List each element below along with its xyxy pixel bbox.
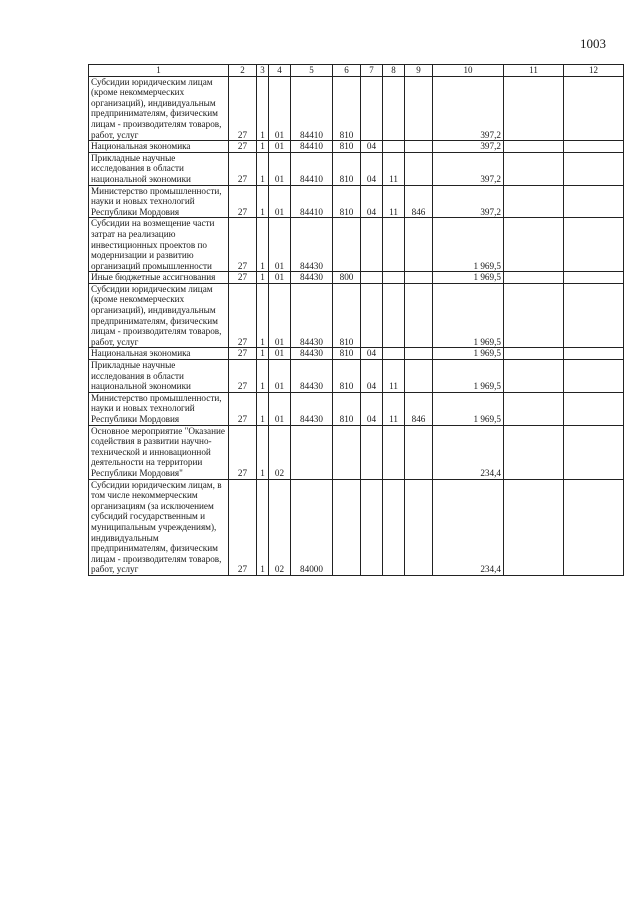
cell-col-12 <box>564 152 624 185</box>
cell-code <box>405 218 433 272</box>
cell-code: 01 <box>269 141 291 153</box>
cell-code <box>383 425 405 479</box>
cell-code <box>361 479 383 575</box>
column-header: 2 <box>229 65 257 77</box>
table-row <box>89 425 624 479</box>
cell-col-11 <box>504 425 564 479</box>
cell-code <box>405 152 433 185</box>
column-header: 5 <box>291 65 333 77</box>
cell-code <box>405 272 433 284</box>
cell-code: 01 <box>269 185 291 218</box>
cell-code: 810 <box>333 141 361 153</box>
table-row <box>89 283 624 348</box>
cell-code: 84410 <box>291 185 333 218</box>
cell-code <box>405 425 433 479</box>
cell-code <box>405 360 433 393</box>
cell-code: 810 <box>333 283 361 348</box>
cell-code: 04 <box>361 348 383 360</box>
cell-code <box>361 283 383 348</box>
cell-col-12 <box>564 425 624 479</box>
cell-code: 810 <box>333 360 361 393</box>
cell-code: 1 <box>257 272 269 284</box>
cell-col-11 <box>504 185 564 218</box>
cell-col-12 <box>564 360 624 393</box>
cell-code: 1 <box>257 360 269 393</box>
column-header: 6 <box>333 65 361 77</box>
column-header: 4 <box>269 65 291 77</box>
cell-code: 1 <box>257 185 269 218</box>
cell-code: 84410 <box>291 76 333 141</box>
cell-code <box>361 218 383 272</box>
cell-code <box>333 425 361 479</box>
row-description: Национальная экономика <box>89 348 229 360</box>
cell-col-12 <box>564 272 624 284</box>
cell-code: 27 <box>229 185 257 218</box>
row-description: Министерство промышленности, науки и новых технологий Республики Мордовия <box>89 392 229 425</box>
cell-code <box>383 141 405 153</box>
cell-amount: 234,4 <box>433 425 504 479</box>
cell-code: 1 <box>257 283 269 348</box>
cell-amount: 1 969,5 <box>433 283 504 348</box>
cell-code: 27 <box>229 272 257 284</box>
cell-code: 800 <box>333 272 361 284</box>
column-header: 8 <box>383 65 405 77</box>
cell-code: 27 <box>229 479 257 575</box>
row-description: Субсидии юридическим лицам (кроме некоммерческих организаций), индивидуальным предпринимателям, физическим лицам - производителям товаров, работ, услуг <box>89 76 229 141</box>
cell-amount: 1 969,5 <box>433 392 504 425</box>
cell-amount: 1 969,5 <box>433 360 504 393</box>
cell-col-12 <box>564 185 624 218</box>
cell-code: 04 <box>361 152 383 185</box>
table-row <box>89 348 624 360</box>
cell-col-11 <box>504 141 564 153</box>
cell-col-11 <box>504 392 564 425</box>
cell-code: 04 <box>361 141 383 153</box>
table-row <box>89 152 624 185</box>
cell-col-12 <box>564 283 624 348</box>
cell-code: 11 <box>383 185 405 218</box>
cell-code: 27 <box>229 76 257 141</box>
column-header: 11 <box>504 65 564 77</box>
cell-col-11 <box>504 283 564 348</box>
cell-code: 11 <box>383 152 405 185</box>
cell-code: 01 <box>269 348 291 360</box>
cell-amount: 234,4 <box>433 479 504 575</box>
row-description: Субсидии на возмещение части затрат на реализацию инвестиционных проектов по модернизации и развитию организаций промышленности <box>89 218 229 272</box>
cell-amount: 397,2 <box>433 185 504 218</box>
cell-code <box>361 272 383 284</box>
row-description: Субсидии юридическим лицам, в том числе некоммерческим организациям (за исключением субсидий государственным и муниципальным учреждениям), индивидуальным предпринимателям, физическим лицам - производителям товаров, работ, услуг <box>89 479 229 575</box>
cell-col-11 <box>504 479 564 575</box>
cell-code: 84430 <box>291 272 333 284</box>
table-row <box>89 76 624 141</box>
cell-amount: 397,2 <box>433 76 504 141</box>
cell-code: 27 <box>229 152 257 185</box>
cell-code: 84430 <box>291 218 333 272</box>
cell-code: 04 <box>361 185 383 218</box>
cell-col-11 <box>504 272 564 284</box>
cell-code: 84430 <box>291 348 333 360</box>
cell-code: 1 <box>257 392 269 425</box>
cell-amount: 1 969,5 <box>433 272 504 284</box>
header-row <box>89 65 624 77</box>
cell-code: 01 <box>269 283 291 348</box>
cell-code: 1 <box>257 141 269 153</box>
column-header: 12 <box>564 65 624 77</box>
cell-code: 01 <box>269 360 291 393</box>
cell-col-12 <box>564 141 624 153</box>
cell-code: 810 <box>333 348 361 360</box>
cell-code: 1 <box>257 348 269 360</box>
cell-code: 01 <box>269 272 291 284</box>
cell-col-12 <box>564 479 624 575</box>
cell-code: 27 <box>229 283 257 348</box>
table-row <box>89 218 624 272</box>
cell-code: 1 <box>257 425 269 479</box>
table-row <box>89 141 624 153</box>
cell-col-12 <box>564 76 624 141</box>
cell-col-11 <box>504 218 564 272</box>
cell-code: 810 <box>333 76 361 141</box>
cell-code: 11 <box>383 392 405 425</box>
cell-code <box>405 76 433 141</box>
table-row <box>89 392 624 425</box>
cell-code: 1 <box>257 152 269 185</box>
cell-code: 1 <box>257 479 269 575</box>
row-description: Национальная экономика <box>89 141 229 153</box>
cell-col-11 <box>504 76 564 141</box>
cell-code: 04 <box>361 392 383 425</box>
cell-code <box>405 348 433 360</box>
cell-code: 01 <box>269 152 291 185</box>
cell-amount: 1 969,5 <box>433 218 504 272</box>
cell-code: 01 <box>269 392 291 425</box>
cell-code: 27 <box>229 392 257 425</box>
cell-code <box>361 425 383 479</box>
cell-code: 27 <box>229 218 257 272</box>
table-row <box>89 360 624 393</box>
cell-amount: 1 969,5 <box>433 348 504 360</box>
row-description: Субсидии юридическим лицам (кроме некоммерческих организаций), индивидуальным предпринимателям, физическим лицам - производителям товаров, работ, услуг <box>89 283 229 348</box>
column-header: 9 <box>405 65 433 77</box>
cell-code <box>383 283 405 348</box>
cell-code <box>383 218 405 272</box>
cell-code: 810 <box>333 185 361 218</box>
cell-code <box>405 141 433 153</box>
column-header: 7 <box>361 65 383 77</box>
cell-col-11 <box>504 152 564 185</box>
cell-col-12 <box>564 392 624 425</box>
cell-code <box>383 479 405 575</box>
cell-code: 27 <box>229 348 257 360</box>
cell-code <box>333 479 361 575</box>
cell-code: 84430 <box>291 392 333 425</box>
cell-code: 846 <box>405 185 433 218</box>
cell-code <box>333 218 361 272</box>
budget-table <box>88 64 624 576</box>
cell-col-12 <box>564 218 624 272</box>
cell-code: 84410 <box>291 141 333 153</box>
cell-code: 84430 <box>291 360 333 393</box>
cell-code: 01 <box>269 218 291 272</box>
row-description: Основное мероприятие "Оказание содействия в развитии научно-технической и инновационной деятельности на территории Республики Мордовия" <box>89 425 229 479</box>
table-row <box>89 479 624 575</box>
cell-code <box>383 348 405 360</box>
table-row <box>89 185 624 218</box>
cell-code <box>405 283 433 348</box>
column-header: 10 <box>433 65 504 77</box>
cell-code <box>383 76 405 141</box>
column-header: 3 <box>257 65 269 77</box>
cell-code: 01 <box>269 76 291 141</box>
cell-code: 84000 <box>291 479 333 575</box>
cell-code <box>361 76 383 141</box>
cell-code: 84430 <box>291 283 333 348</box>
row-description: Министерство промышленности, науки и новых технологий Республики Мордовия <box>89 185 229 218</box>
cell-code: 27 <box>229 141 257 153</box>
cell-code: 27 <box>229 425 257 479</box>
cell-code: 810 <box>333 152 361 185</box>
cell-code: 04 <box>361 360 383 393</box>
cell-code: 1 <box>257 218 269 272</box>
cell-code: 84410 <box>291 152 333 185</box>
cell-code: 02 <box>269 479 291 575</box>
page-number: 1003 <box>580 36 606 51</box>
cell-col-11 <box>504 360 564 393</box>
cell-col-12 <box>564 348 624 360</box>
cell-code <box>405 479 433 575</box>
row-description: Иные бюджетные ассигнования <box>89 272 229 284</box>
cell-code: 846 <box>405 392 433 425</box>
column-header: 1 <box>89 65 229 77</box>
cell-col-11 <box>504 348 564 360</box>
cell-code: 27 <box>229 360 257 393</box>
cell-amount: 397,2 <box>433 141 504 153</box>
cell-code <box>291 425 333 479</box>
row-description: Прикладные научные исследования в области национальной экономики <box>89 152 229 185</box>
cell-code: 1 <box>257 76 269 141</box>
row-description: Прикладные научные исследования в области национальной экономики <box>89 360 229 393</box>
table-row <box>89 272 624 284</box>
cell-amount: 397,2 <box>433 152 504 185</box>
cell-code: 810 <box>333 392 361 425</box>
cell-code <box>383 272 405 284</box>
cell-code: 02 <box>269 425 291 479</box>
cell-code: 11 <box>383 360 405 393</box>
